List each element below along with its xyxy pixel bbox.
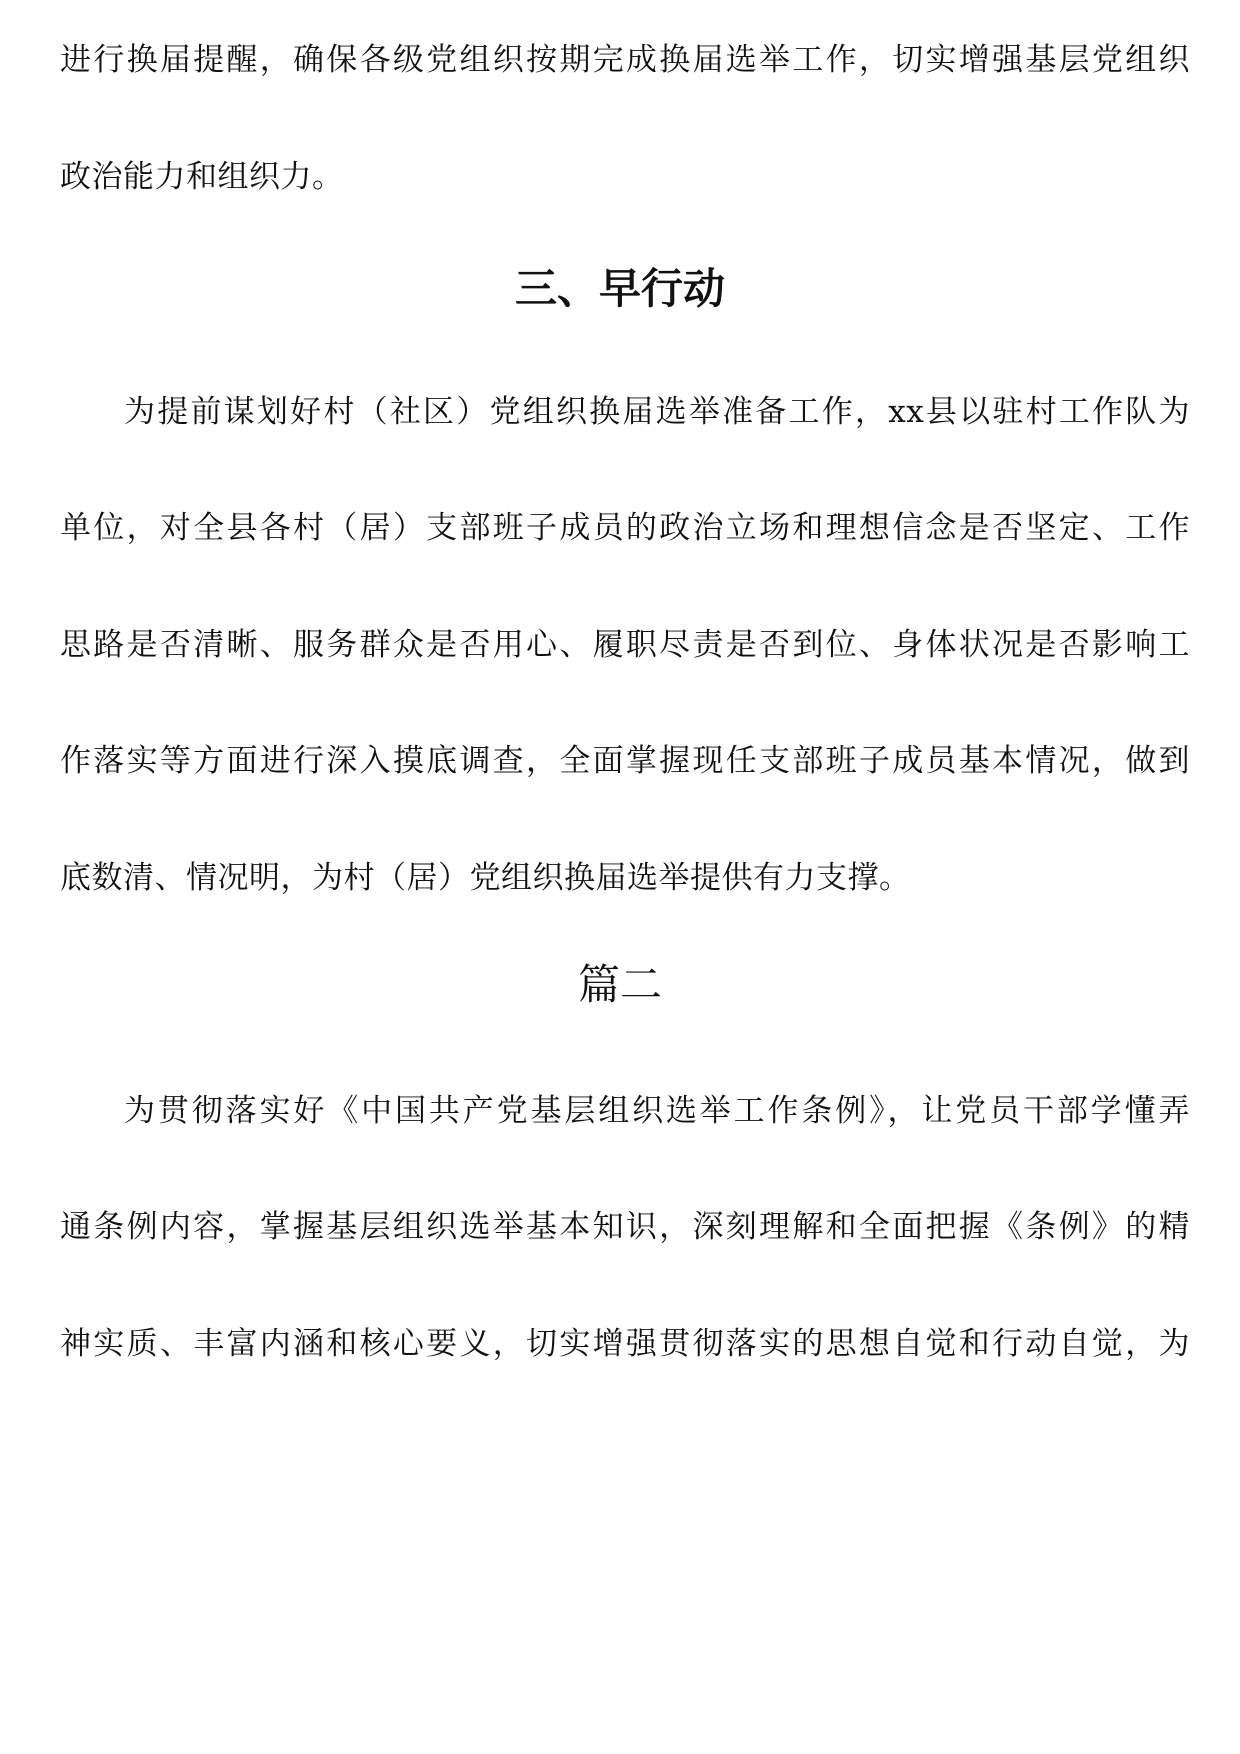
paragraph-line: 底数清、情况明，为村（居）党组织换届选举提供有力支撑。 xyxy=(60,860,911,896)
paragraph-line: 单位，对全县各村（居）支部班子成员的政治立场和理想信念是否坚定、工作 xyxy=(60,510,1190,546)
paragraph-line: 思路是否清晰、服务群众是否用心、履职尽责是否到位、身体状况是否影响工 xyxy=(60,627,1190,663)
part-heading: 篇二 xyxy=(577,960,662,1009)
paragraph-line: 进行换届提醒，确保各级党组织按期完成换届选举工作，切实增强基层党组织 xyxy=(60,42,1190,78)
paragraph-line: 通条例内容，掌握基层组织选举基本知识，深刻理解和全面把握《条例》的精 xyxy=(60,1209,1190,1245)
paragraph-line: 为提前谋划好村（社区）党组织换届选举准备工作，xx县以驻村工作队为 xyxy=(124,394,1190,430)
paragraph-line: 为贯彻落实好《中国共产党基层组织选举工作条例》，让党员干部学懂弄 xyxy=(124,1093,1190,1129)
paragraph-line: 神实质、丰富内涵和核心要义，切实增强贯彻落实的思想自觉和行动自觉，为 xyxy=(60,1326,1190,1362)
paragraph-line: 政治能力和组织力。 xyxy=(60,159,344,195)
section-heading: 三、早行动 xyxy=(514,264,725,313)
paragraph-line: 作落实等方面进行深入摸底调查，全面掌握现任支部班子成员基本情况，做到 xyxy=(60,743,1190,779)
